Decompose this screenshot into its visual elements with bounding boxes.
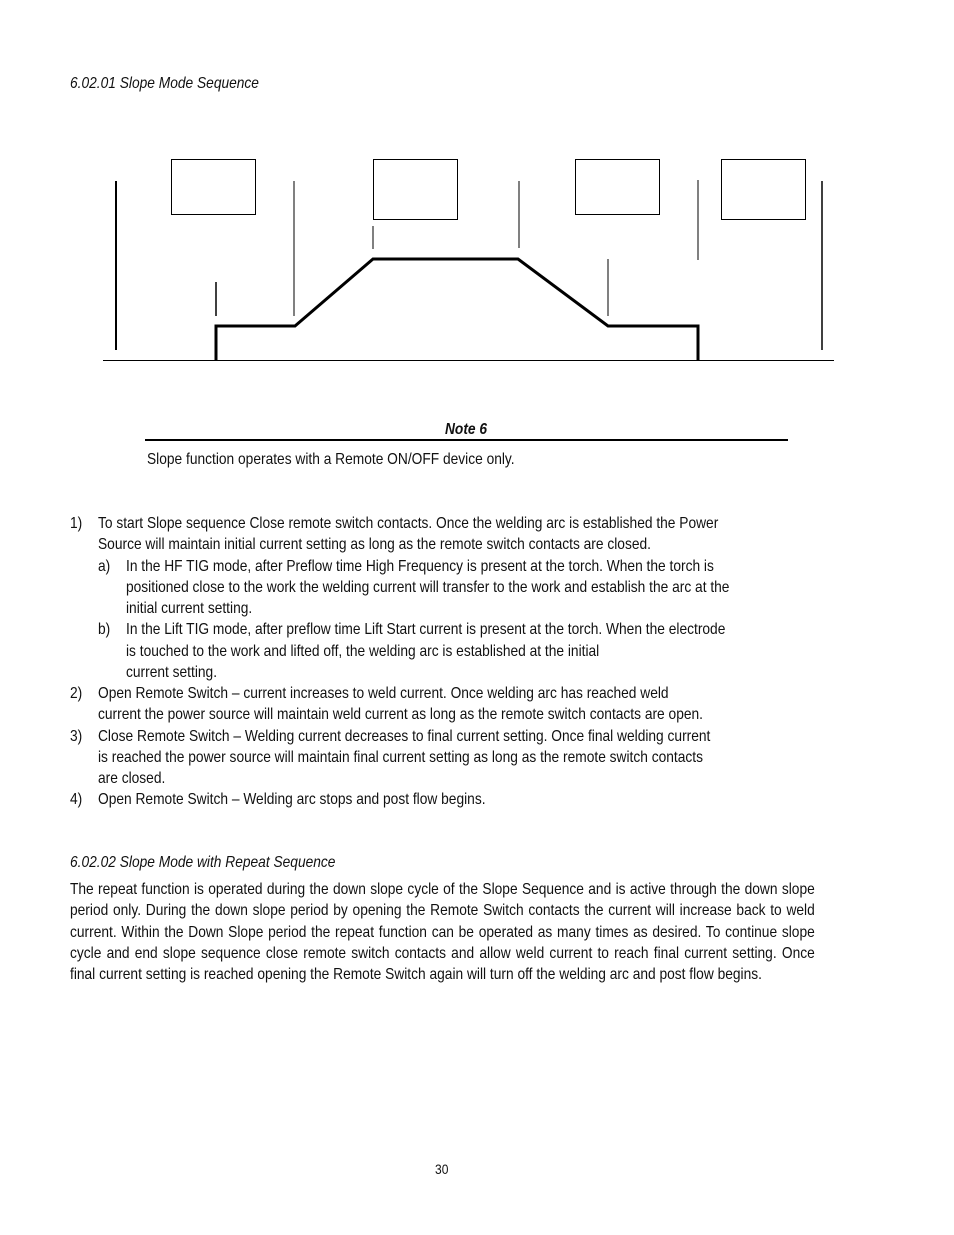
repeat-sequence-paragraph: The repeat function is operated during the down slope cycle of the Slope Sequence and is active through the down slope period only. During the down slope period by opening the Remote Switch contacts the current will increase back to weld current. Within the Down Slope period the repeat function can be operated as many times as desired. To continue slope cycle and end slope sequence close remote switch contacts and allow weld current to reach final current setting. Once final current setting is reached opening the Remote Switch again will turn off the welding arc and post flow begins. bbox=[70, 881, 815, 984]
diagram-box-1 bbox=[172, 160, 256, 215]
step-text-line: To start Slope sequence Close remote switch contacts. Once the welding arc is established the Power bbox=[98, 515, 719, 532]
substep-letter: a) bbox=[98, 558, 111, 575]
page-number: 30 bbox=[435, 1161, 449, 1177]
diagram-box-3 bbox=[576, 160, 660, 215]
substep-letter: b) bbox=[98, 621, 111, 638]
section-heading-repeat-sequence: 6.02.02 Slope Mode with Repeat Sequence bbox=[70, 854, 336, 871]
step-number: 4) bbox=[70, 791, 83, 808]
note-title: Note 6 bbox=[445, 421, 488, 438]
step-text-line: are closed. bbox=[98, 770, 166, 787]
step-text-line: positioned close to the work the welding current will transfer to the work and establish the arc at the bbox=[126, 579, 730, 596]
note-text: Slope function operates with a Remote ON/OFF device only. bbox=[147, 451, 515, 468]
note-divider bbox=[145, 439, 788, 441]
step-text-line: current the power source will maintain weld current as long as the remote switch contacts are open. bbox=[98, 706, 703, 723]
step-text-line: Open Remote Switch – current increases to weld current. Once welding arc has reached weld bbox=[98, 685, 669, 702]
section-heading-slope-mode: 6.02.01 Slope Mode Sequence bbox=[70, 75, 259, 92]
step-text-line: Source will maintain initial current setting as long as the remote switch contacts are closed. bbox=[98, 536, 651, 553]
step-number: 3) bbox=[70, 728, 83, 745]
step-text-line: In the HF TIG mode, after Preflow time High Frequency is present at the torch. When the torch is bbox=[126, 558, 714, 575]
step-number: 2) bbox=[70, 685, 83, 702]
step-text-line: is reached the power source will maintain final current setting as long as the remote switch contacts bbox=[98, 749, 703, 766]
step-text-line: Close Remote Switch – Welding current decreases to final current setting. Once final welding current bbox=[98, 728, 711, 745]
current-waveform bbox=[216, 259, 698, 360]
slope-sequence-diagram bbox=[0, 0, 954, 400]
diagram-box-2 bbox=[374, 160, 458, 220]
diagram-box-4 bbox=[722, 160, 806, 220]
step-text-line: current setting. bbox=[126, 664, 218, 681]
step-number: 1) bbox=[70, 515, 83, 532]
step-text-line: initial current setting. bbox=[126, 600, 253, 617]
step-text-line: Open Remote Switch – Welding arc stops and post flow begins. bbox=[98, 791, 486, 808]
step-text-line: In the Lift TIG mode, after preflow time Lift Start current is present at the torch. When the electrode bbox=[126, 621, 726, 638]
step-text-line: is touched to the work and lifted off, the welding arc is established at the initial bbox=[126, 643, 600, 660]
